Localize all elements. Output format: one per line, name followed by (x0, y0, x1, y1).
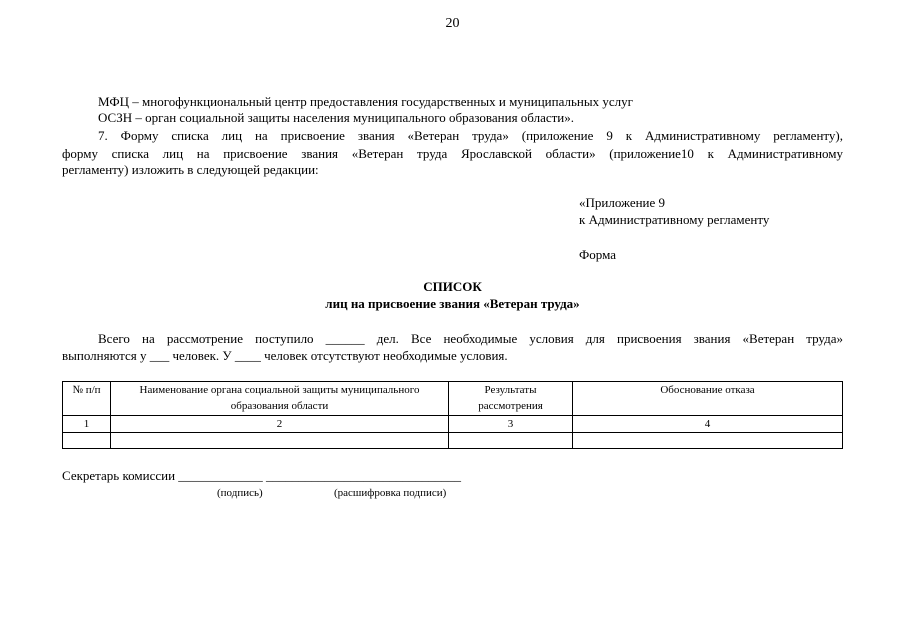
table-header-row (63, 382, 843, 416)
item7-line2: форму списка лиц на присвоение звания «Ветеран труда Ярославской области» (приложение10 к Административному (62, 146, 843, 161)
signature-line: Секретарь комиссии _____________ ______________________________ (62, 468, 462, 483)
table-cell (573, 433, 843, 449)
header-number: № п/п (63, 382, 111, 416)
table-cell (449, 433, 573, 449)
table-row (63, 433, 843, 449)
item7-line1: 7. Форму списка лиц на присвоение звания «Ветеран труда» (приложение 9 к Административному регламенту), (98, 128, 843, 143)
page-number: 20 (445, 16, 460, 31)
table-cell (111, 433, 449, 449)
table-column-number-row (63, 416, 843, 433)
candidates-table (62, 381, 843, 449)
signature-caption: (подпись) (217, 487, 263, 499)
header-agency: Наименование органа социальной защиты муниципального образования области (111, 382, 449, 416)
abbreviation-oszn: ОСЗН – орган социальной защиты населения муниципального образования области». (98, 110, 574, 125)
table-cell (63, 433, 111, 449)
column-number-4: 4 (573, 416, 843, 433)
intro-line1: Всего на рассмотрение поступило ______ дел. Все необходимые условия для присвоения звания «Ветеран труда» (98, 331, 843, 346)
column-number-1: 1 (63, 416, 111, 433)
column-number-2: 2 (111, 416, 449, 433)
appendix-title: «Приложение 9 (579, 195, 666, 210)
column-number-3: 3 (449, 416, 573, 433)
document-title: СПИСОК (423, 279, 482, 294)
header-refusal-reason: Обоснование отказа (573, 382, 843, 416)
abbreviation-mfc: МФЦ – многофункциональный центр предоставления государственных и муниципальных услуг (98, 94, 633, 109)
document-subtitle: лиц на присвоение звания «Ветеран труда» (325, 296, 580, 311)
signature-decoding-caption: (расшифровка подписи) (334, 487, 447, 499)
intro-line2: выполняются у ___ человек. У ____ человек отсутствуют необходимые условия. (62, 348, 508, 363)
form-label: Форма (579, 247, 616, 262)
appendix-reference: к Административному регламенту (579, 212, 770, 227)
item7-line3: регламенту) изложить в следующей редакции: (62, 162, 319, 177)
header-results: Результаты рассмотрения (449, 382, 573, 416)
